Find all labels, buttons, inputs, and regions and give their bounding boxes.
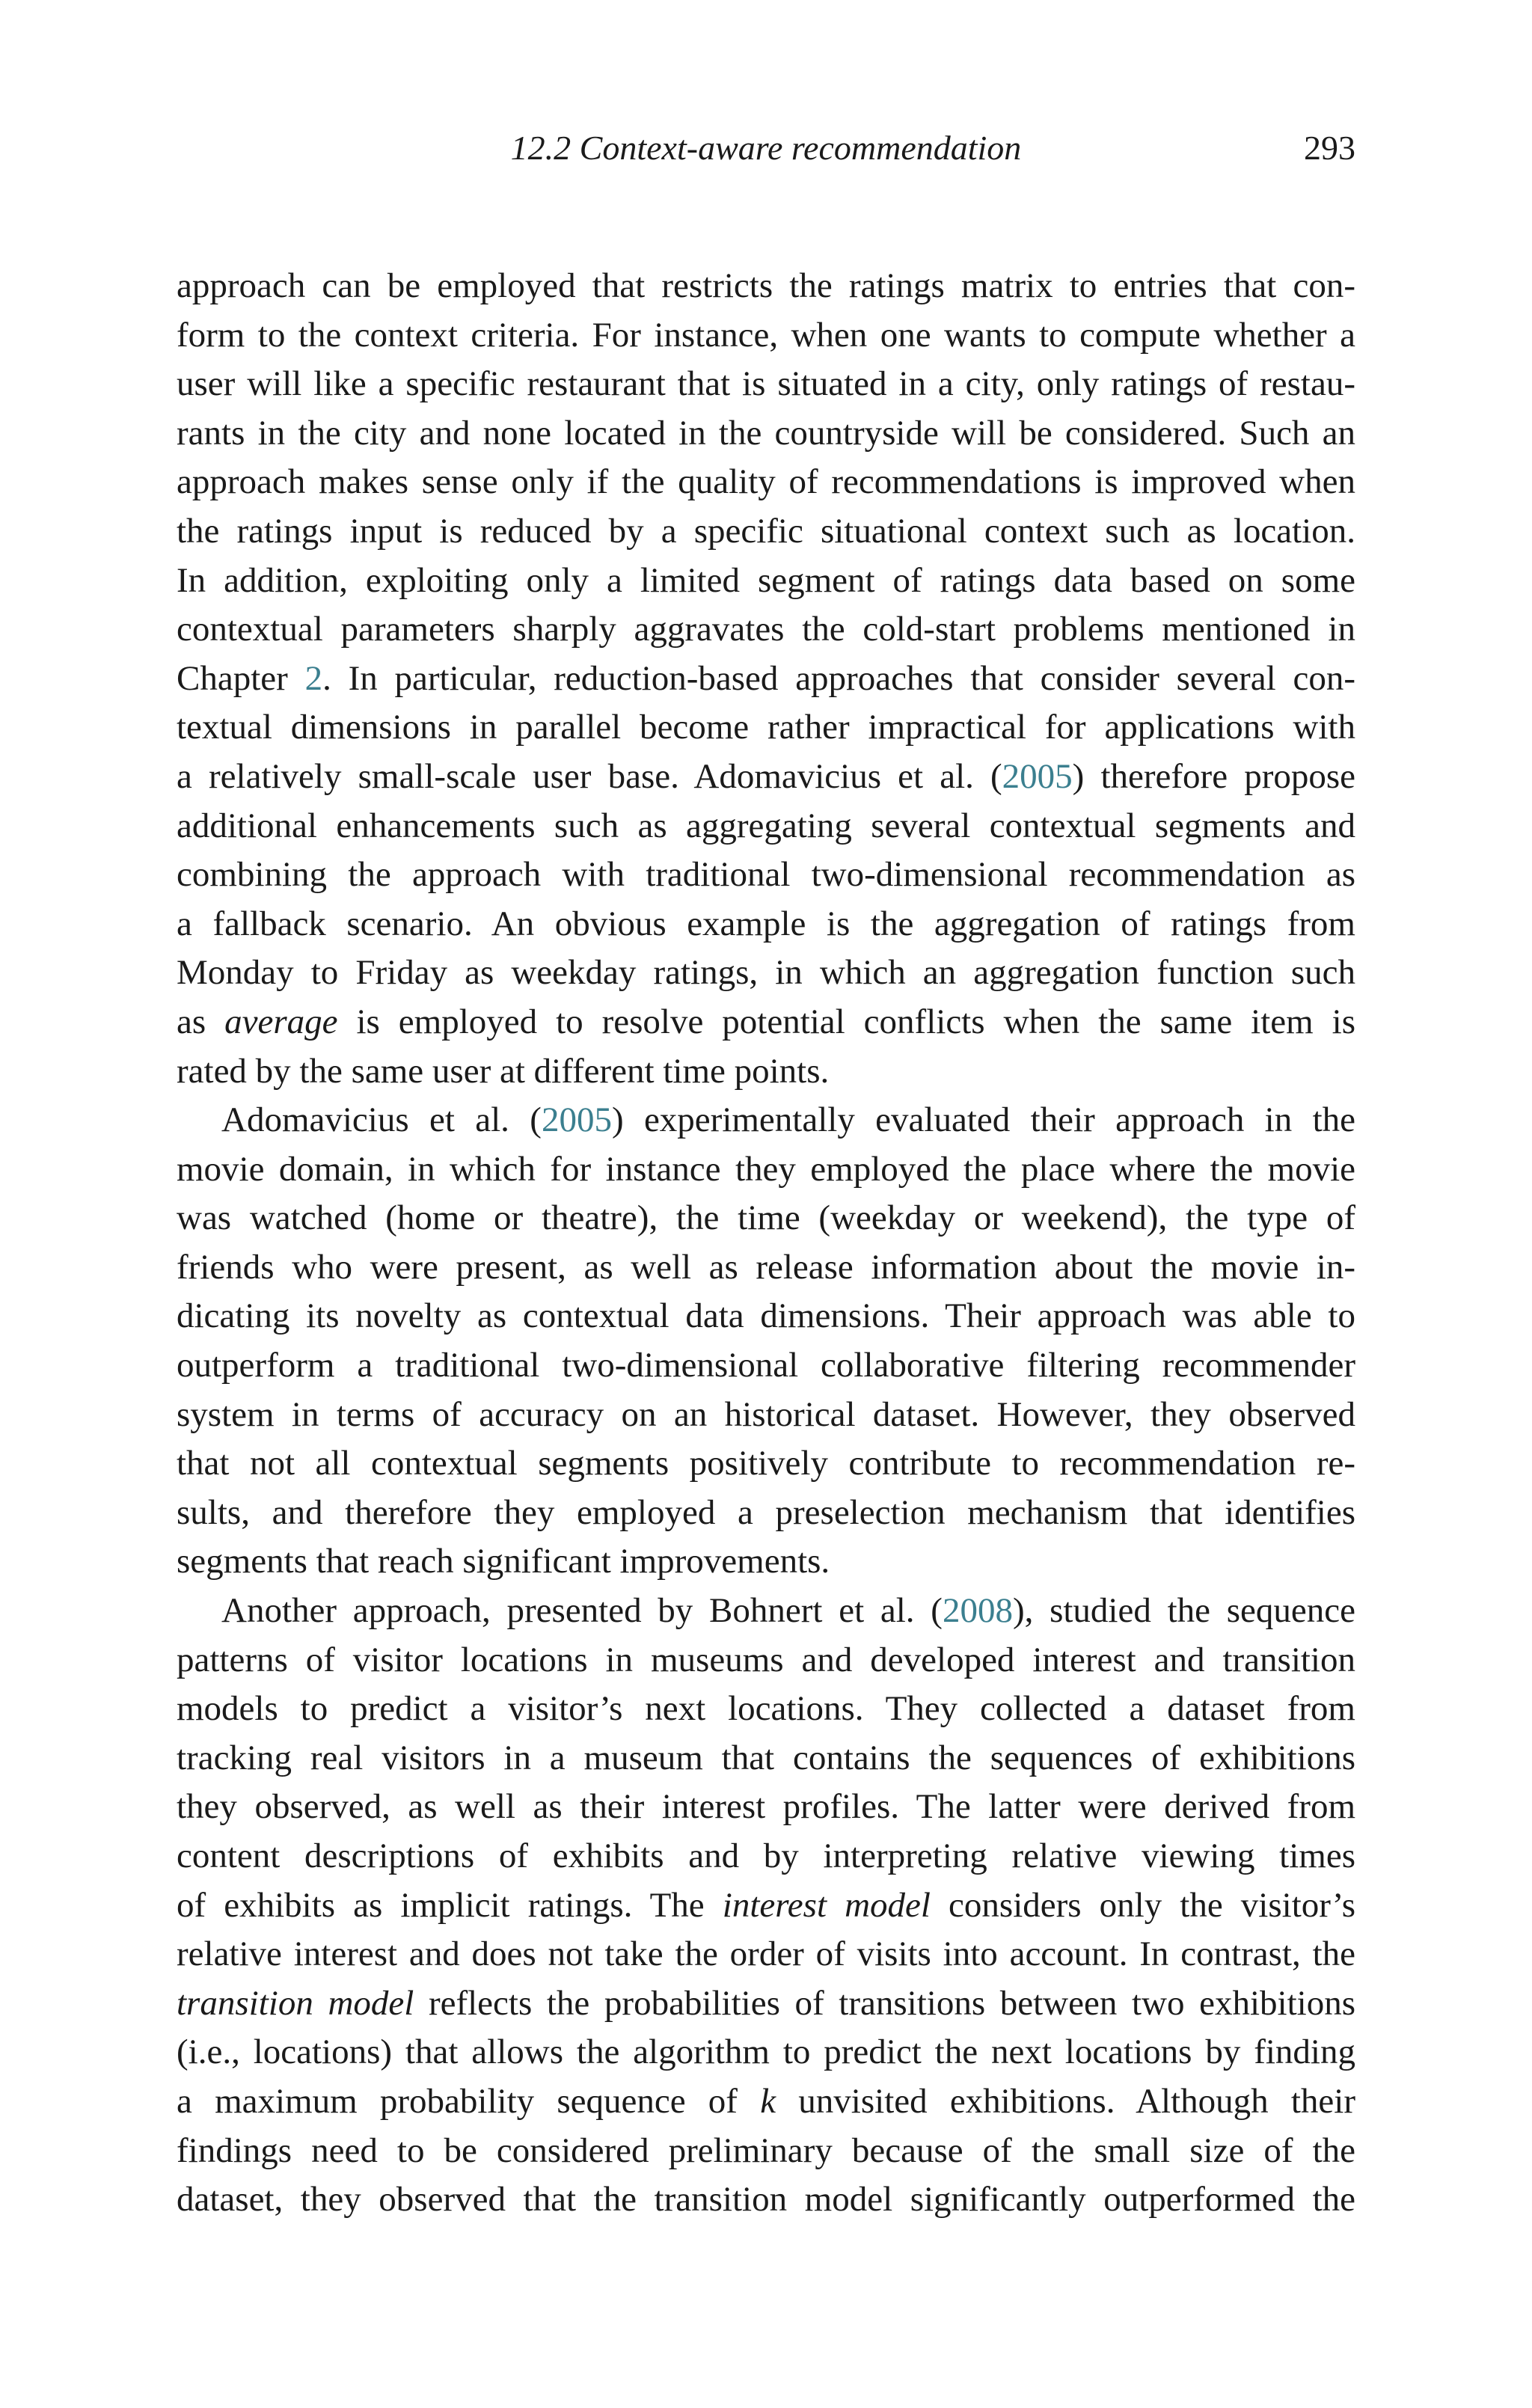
text-run: dataset, they observed that the transition model significantly outperformed the [177,2180,1355,2219]
text-line [177,1145,1355,1195]
text-line [177,1832,1355,1881]
text-line [177,1685,1355,1734]
citation-link[interactable]: 2008 [942,1591,1013,1631]
text-line [177,1636,1355,1685]
text-run: ) therefore propose [1072,756,1355,796]
text-run: unvisited exhibitions. Although their [776,2081,1355,2121]
text-line [177,703,1355,753]
text-line [177,1587,1355,1636]
text-run: Monday to Friday as weekday ratings, in which an aggregation function such [177,953,1355,993]
text-run: Chapter [177,658,305,698]
text-run: dicating its novelty as contextual data dimensions. Their approach was able to [177,1296,1355,1336]
emphasized-text: average [224,1002,338,1041]
text-line [177,1783,1355,1832]
text-run: considers only the visitor’s [930,1885,1356,1925]
text-run: Another approach, presented by Bohnert et al. ( [221,1591,943,1631]
text-run: friends who were present, as well as release information about the movie in- [177,1247,1355,1287]
text-line [177,1194,1355,1243]
emphasized-text: k [760,2081,776,2121]
text-line [177,1292,1355,1341]
text-line [177,1341,1355,1391]
text-run: textual dimensions in parallel become rather impractical for applications with [177,708,1355,747]
text-run: content descriptions of exhibits and by interpreting relative viewing times [177,1836,1355,1875]
text-run: In addition, exploiting only a limited segment of ratings data based on some [177,560,1355,600]
text-run: patterns of visitor locations in museums and developed interest and transition [177,1640,1355,1679]
text-line [177,1930,1355,1979]
text-line [177,998,1355,1047]
text-line [177,2175,1355,2225]
text-line [177,2077,1355,2127]
text-run: was watched (home or theatre), the time (weekday or weekend), the type of [177,1198,1355,1238]
text-run: ), studied the sequence [1012,1591,1355,1631]
running-head [177,126,1355,171]
text-line [177,409,1355,459]
text-run: approach makes sense only if the quality of recommendations is improved when [177,462,1355,502]
text-run: that not all contextual segments positively contribute to recommendation re- [177,1444,1355,1483]
text-line [177,1096,1355,1145]
text-run: findings need to be considered preliminary because of the small size of the [177,2130,1355,2170]
text-run: user will like a specific restaurant that is situated in a city, only ratings of restau- [177,364,1355,404]
text-line [177,851,1355,900]
text-line [177,655,1355,704]
text-run: as [177,1002,225,1041]
text-run: segments that reach significant improvements. [177,1542,830,1581]
text-run: . In particular, reduction-based approaches that consider several con- [322,658,1356,698]
text-line [177,802,1355,851]
emphasized-text: transition model [177,1983,414,2023]
text-run: (i.e., locations) that allows the algorithm to predict the next locations by finding [177,2032,1355,2072]
text-run: contextual parameters sharply aggravates the cold-start problems mentioned in [177,610,1355,649]
emphasized-text: interest model [722,1885,931,1925]
body-text [177,262,1355,2225]
text-run: they observed, as well as their interest profiles. The latter were derived from [177,1787,1355,1827]
text-line [177,900,1355,949]
text-line [177,360,1355,409]
text-line [177,2028,1355,2077]
text-run: ) experimentally evaluated their approach in the [611,1100,1355,1140]
text-run: of exhibits as implicit ratings. The [177,1885,723,1925]
text-line [177,311,1355,361]
text-line [177,1243,1355,1293]
text-run: relative interest and does not take the order of visits into account. In contrast, the [177,1934,1355,1974]
text-line [177,1881,1355,1931]
text-run: a maximum probability sequence of [177,2081,761,2121]
text-line [177,458,1355,507]
text-line [177,1489,1355,1538]
text-line [177,262,1355,311]
text-run: a relatively small-scale user base. Adomavicius et al. ( [177,756,1002,796]
text-run: rated by the same user at different time points. [177,1051,830,1091]
text-line [177,1439,1355,1489]
text-run: sults, and therefore they employed a preselection mechanism that identifies [177,1492,1355,1532]
citation-link[interactable]: 2005 [1002,756,1073,796]
text-line [177,949,1355,998]
text-line [177,1734,1355,1783]
citation-link[interactable]: 2005 [541,1100,612,1140]
text-run: the ratings input is reduced by a specific situational context such as location. [177,511,1355,551]
text-run: outperform a traditional two-dimensional collaborative filtering recommender [177,1346,1355,1385]
citation-link[interactable]: 2 [304,658,323,698]
text-line [177,1047,1355,1097]
text-run: Adomavicius et al. ( [221,1100,542,1140]
text-run: system in terms of accuracy on an historical dataset. However, they observed [177,1394,1355,1434]
text-line [177,1979,1355,2029]
section-title: 12.2 Context-aware recommendation [510,129,1022,167]
text-line [177,507,1355,557]
text-run: approach can be employed that restricts the ratings matrix to entries that con- [177,266,1355,305]
text-run: combining the approach with traditional two-dimensional recommendation as [177,855,1355,895]
text-line [177,557,1355,606]
text-run: tracking real visitors in a museum that contains the sequences of exhibitions [177,1738,1355,1777]
text-line [177,1391,1355,1440]
text-run: form to the context criteria. For instance, when one wants to compute whether a [177,315,1355,355]
text-run: additional enhancements such as aggregating several contextual segments and [177,806,1355,845]
text-run: movie domain, in which for instance they employed the place where the movie [177,1149,1355,1189]
text-line [177,2127,1355,2176]
text-run: rants in the city and none located in the countryside will be considered. Such an [177,413,1355,453]
text-line [177,753,1355,802]
text-line [177,605,1355,655]
text-line [177,1537,1355,1587]
text-run: models to predict a visitor’s next locations. They collected a dataset from [177,1689,1355,1729]
text-run: a fallback scenario. An obvious example is the aggregation of ratings from [177,904,1355,943]
page-number: 293 [1304,129,1355,167]
text-run: reflects the probabilities of transitions between two exhibitions [414,1983,1355,2023]
text-run: is employed to resolve potential conflicts when the same item is [337,1002,1356,1041]
